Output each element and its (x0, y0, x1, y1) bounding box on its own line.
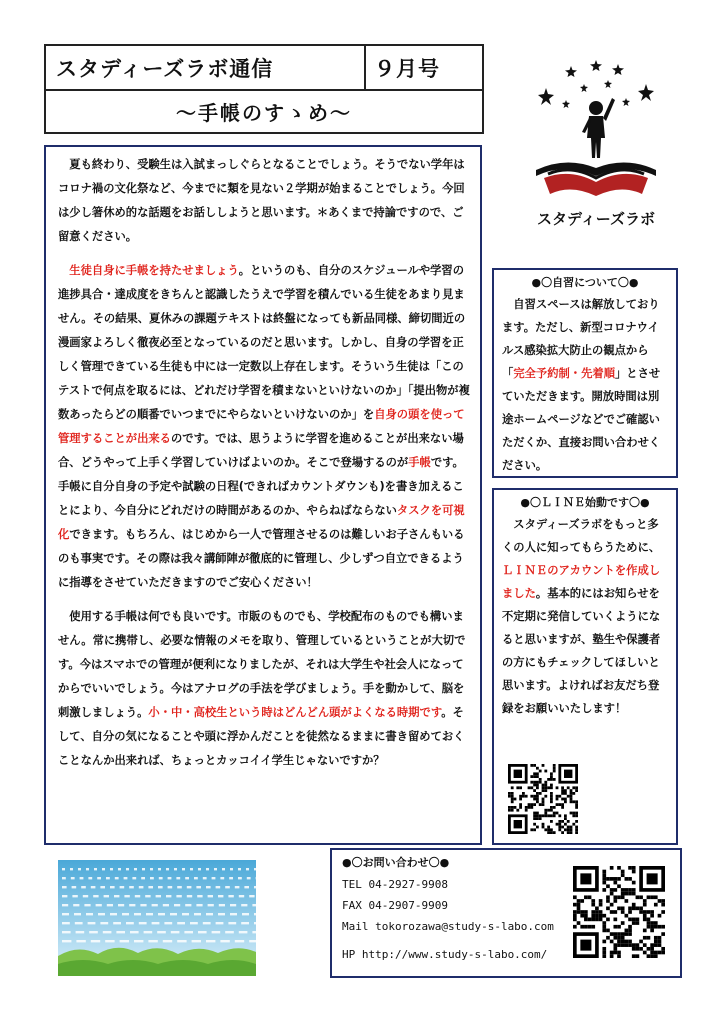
highlight-text: 完全予約制・先着順 (513, 367, 615, 380)
logo-brand-text: スタディーズラボ (536, 210, 656, 228)
line-heading: ●〇ＬＩＮＥ始動です〇● (520, 496, 650, 509)
studies-labo-logo (526, 58, 666, 238)
article-paragraph-1 (58, 153, 470, 249)
highlight-text: 手帳 (408, 456, 431, 469)
header-row (46, 46, 482, 91)
newsletter-title: スタディーズラボ通信 (56, 57, 274, 81)
issue-label: ９月号 (374, 57, 440, 81)
contact-homepage-link[interactable]: HP http://www.study-s-labo.com/ (342, 948, 548, 961)
notice-text: 自習スペースは解放しております。ただし、新型コロナウイルス感染拡大防止の観点から「 (502, 298, 660, 380)
paragraph-1-text: 夏も終わり、受験生は入試まっしぐらとなることでしょう。そうでない学年はコロナ禍の文化祭など、今までに類を見ない２学期が始まることでしょう。今回は少し箸休め的な話題をお話ししようと思います。＊あくまで持論ですので、ご留意ください。 (58, 158, 465, 243)
self-study-text (502, 293, 668, 477)
contact-heading: ●〇お問い合わせ〇● (342, 856, 450, 869)
header-divider (364, 46, 366, 89)
notice-text: スタディーズラボをもっと多くの人に知ってもらうために、 (502, 518, 661, 554)
logo-figure-icon (526, 58, 666, 203)
line-qr-code-icon[interactable] (508, 764, 578, 834)
contact-tel: TEL 04-2927-9908 (342, 878, 448, 891)
main-article (44, 145, 482, 845)
newsletter-subtitle: 〜手帳のすゝめ〜 (176, 101, 352, 125)
highlight-text: 小・中・高校生という時はどんどん頭がよくなる時期です (148, 706, 442, 719)
highlight-text: 自身の頭を使って管理することが出来る (58, 408, 465, 445)
self-study-heading: ●〇自習について〇● (531, 276, 639, 289)
notice-text: 」とさせていただきます。開放時間は別途ホームページなどでご確認いただくか、直接お問い合わせください。 (502, 367, 661, 472)
self-study-notice (492, 268, 678, 478)
line-text (502, 513, 668, 720)
paragraph-text: 使用する手帳は何でも良いです。市販のものでも、学校配布のものでも構いません。常に携帯し、必要な情報のメモを取り、管理しているということが大切です。今はスマホでの管理が便利になりましたが、それは大学生や社会人になってからでいいでしょう。今はアナログの手法を学びましょう。手を動かして、脳を刺激しましょう。 (58, 610, 466, 719)
sky-illustration (58, 860, 256, 976)
article-paragraph-3 (58, 605, 470, 773)
paragraph-text: できます。もちろん、はじめから一人で管理させるのは難しいお子さんもいるのも事実です。その際は我々講師陣が徹底的に管理し、少しずつ自立できるように指導をさせていただきますのでご安心ください！ (58, 528, 465, 589)
contact-fax: FAX 04-2907-9909 (342, 899, 448, 912)
paragraph-text: です。手帳に自分自身の予定や試験の日程(できればカウントダウンも)を書き加えることにより、今自分にどれだけの時間があるのか、やらねばならない (58, 456, 464, 517)
paragraph-text: 。そして、自分の気になることや頭に浮かんだことを徒然なるままに書き留めておくことなんか出来れば、ちょっとカッコイイ学生じゃないですか？ (58, 706, 465, 767)
contact-mail[interactable]: Mail tokorozawa@study-s-labo.com (342, 920, 554, 933)
paragraph-text: 。というのも、自分のスケジュールや学習の進捗具合・達成度をきちんと認識したうえで学習を積んでいる生徒をあまり見ません。その結果、夏休みの課題テキストは終盤になっても新品同様、締切間近の漫画家よろしく徹夜必至となっているのだと思います。しかし、自身の学習を正しく管理できている生徒も中には一定数以上存在します。そういう生徒は「このテストで何点を取るには、どれだけ学習を積まないといけないのか」「提出物が複数あったらどの順番でいつまでにやらないといけないのか」を (58, 264, 470, 421)
notice-text: 。基本的にはお知らせを不定期に発信していくようになると思いますが、塾生や保護者の方にもチェックしてほしいと思います。よければお友だち登録をお願いいたします！ (502, 587, 661, 715)
highlight-text: 生徒自身に手帳を持たせましょう (69, 264, 239, 277)
paragraph-text: のです。では、思うように学習を進めることが出来ない場合、どうやって上手く学習していけばよいのか。そこで登場するのが (58, 432, 464, 469)
newsletter-header (44, 44, 484, 134)
highlight-text: ＬＩＮＥのアカウントを作成しました (502, 564, 661, 600)
homepage-qr-code-icon[interactable] (573, 866, 665, 958)
article-paragraph-2 (58, 259, 470, 595)
highlight-text: タスクを可視化 (58, 504, 465, 541)
